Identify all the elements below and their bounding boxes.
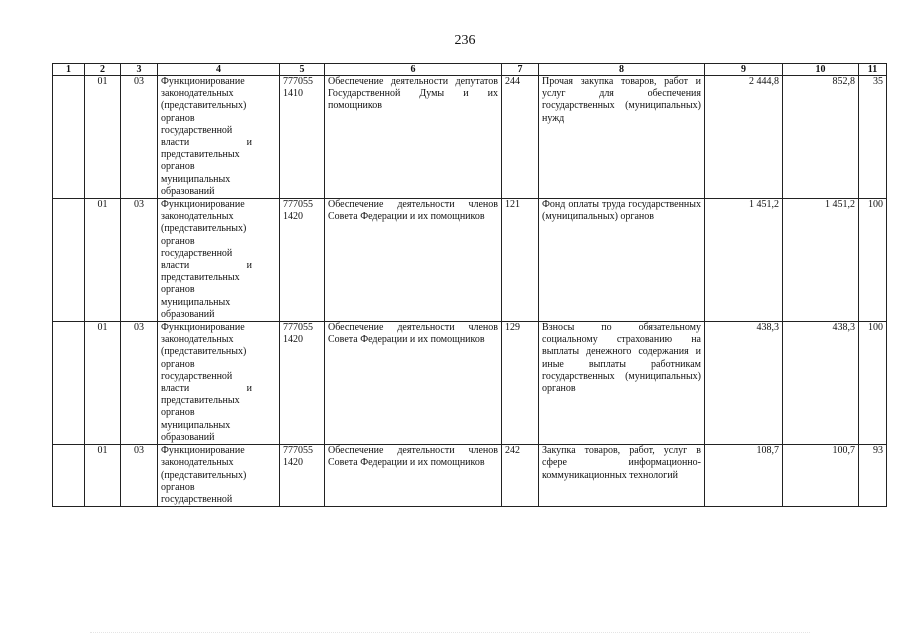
cell-subsection: 03 [121, 76, 158, 199]
code-line: 1420 [283, 457, 303, 469]
header-col-4: 4 [158, 64, 280, 76]
name-line: органов [161, 112, 195, 124]
name-line: государственной [161, 247, 233, 259]
name-line: органов [161, 481, 195, 493]
cell-name [158, 322, 280, 445]
cell-subsection: 03 [121, 199, 158, 322]
cell-expense-name: Фонд оплаты труда государственных (муниципальных) органов [539, 199, 705, 322]
table-row [53, 199, 887, 322]
table-row [53, 445, 887, 507]
header-col-1: 1 [53, 64, 85, 76]
cell-expense-type: 129 [502, 322, 539, 445]
name-line: представительных [161, 272, 240, 284]
cell-direction: Обеспечение деятельности членов Совета Федерации и их помощников [325, 322, 502, 445]
header-col-6: 6 [325, 64, 502, 76]
name-line: власти и [161, 383, 253, 395]
cell-section: 01 [85, 322, 121, 445]
name-line: (представительных) [161, 223, 247, 235]
code-line: 777055 [283, 199, 313, 211]
cell-expense-type: 121 [502, 199, 539, 322]
name-line: образований [161, 431, 215, 443]
cell-expense-name: Взносы по обязательному социальному страхованию на выплаты денежного содержания и иные выплаты работникам государственных (муниципальных) органов [539, 322, 705, 445]
name-line: (представительных) [161, 346, 247, 358]
name-line: органов [161, 161, 195, 173]
header-col-8: 8 [539, 64, 705, 76]
cell-actual: 1 451,2 [783, 199, 859, 322]
name-line: государственной [161, 124, 233, 136]
cell-expense-name: Прочая закупка товаров, работ и услуг для обеспечения государственных (муниципальных) нужд [539, 76, 705, 199]
cell-name [158, 76, 280, 199]
cell-direction: Обеспечение деятельности членов Совета Федерации и их помощников [325, 199, 502, 322]
name-line: муниципальных [161, 173, 231, 185]
cell-section: 01 [85, 199, 121, 322]
cell-name [158, 199, 280, 322]
name-line: представительных [161, 395, 240, 407]
cell-section: 01 [85, 76, 121, 199]
name-line: образований [161, 308, 215, 320]
code-line: 777055 [283, 76, 313, 87]
header-col-9: 9 [705, 64, 783, 76]
cell-actual: 852,8 [783, 76, 859, 199]
name-line: власти и [161, 137, 253, 149]
name-line: Функционирование [161, 199, 245, 211]
name-line: законодательных [161, 334, 234, 346]
page-number: 236 [454, 33, 476, 48]
cell-code [280, 76, 325, 199]
name-line: государственной [161, 370, 233, 382]
cell-planned: 108,7 [705, 445, 783, 507]
name-line: законодательных [161, 88, 234, 100]
name-line: образований [161, 185, 215, 197]
name-line: (представительных) [161, 469, 247, 481]
header-col-2: 2 [85, 64, 121, 76]
code-line: 1420 [283, 334, 303, 346]
cell-planned: 1 451,2 [705, 199, 783, 322]
cell-expense-name: Закупка товаров, работ, услуг в сфере информационно-коммуникационных технологий [539, 445, 705, 507]
header-col-5: 5 [280, 64, 325, 76]
cell-direction: Обеспечение деятельности членов Совета Федерации и их помощников [325, 445, 502, 507]
cell-percent: 100 [859, 199, 887, 322]
name-line: муниципальных [161, 419, 231, 431]
cell-blank [53, 322, 85, 445]
name-line: государственной [161, 493, 233, 505]
cell-expense-type: 244 [502, 76, 539, 199]
cell-percent: 100 [859, 322, 887, 445]
cell-planned: 2 444,8 [705, 76, 783, 199]
code-line: 777055 [283, 322, 313, 334]
name-line: Функционирование [161, 322, 245, 334]
cell-expense-type: 242 [502, 445, 539, 507]
header-col-3: 3 [121, 64, 158, 76]
header-col-10: 10 [783, 64, 859, 76]
name-line: органов [161, 407, 195, 419]
cell-blank [53, 445, 85, 507]
name-line: органов [161, 284, 195, 296]
cell-planned: 438,3 [705, 322, 783, 445]
header-row [53, 64, 887, 76]
cell-direction: Обеспечение деятельности депутатов Государственной Думы и их помощников [325, 76, 502, 199]
name-line: органов [161, 235, 195, 247]
code-line: 777055 [283, 445, 313, 457]
name-line: муниципальных [161, 296, 231, 308]
name-line: законодательных [161, 457, 234, 469]
cell-percent: 35 [859, 76, 887, 199]
header-col-7: 7 [502, 64, 539, 76]
cell-name [158, 445, 280, 507]
code-line: 1410 [283, 88, 303, 100]
name-line: законодательных [161, 211, 234, 223]
cell-section: 01 [85, 445, 121, 507]
cell-blank [53, 199, 85, 322]
code-line: 1420 [283, 211, 303, 223]
cell-code [280, 445, 325, 507]
name-line: Функционирование [161, 445, 245, 457]
cell-actual: 100,7 [783, 445, 859, 507]
table-row [53, 76, 887, 199]
name-line: представительных [161, 149, 240, 161]
name-line: органов [161, 358, 195, 370]
cell-subsection: 03 [121, 322, 158, 445]
header-col-11: 11 [859, 64, 887, 76]
cell-subsection: 03 [121, 445, 158, 507]
cell-percent: 93 [859, 445, 887, 507]
name-line: Функционирование [161, 76, 245, 87]
cell-code [280, 199, 325, 322]
table-row [53, 322, 887, 445]
scan-artifact-line [90, 632, 810, 634]
cell-actual: 438,3 [783, 322, 859, 445]
cell-blank [53, 76, 85, 199]
name-line: (представительных) [161, 100, 247, 112]
name-line: власти и [161, 260, 253, 272]
budget-table [52, 63, 887, 507]
cell-code [280, 322, 325, 445]
